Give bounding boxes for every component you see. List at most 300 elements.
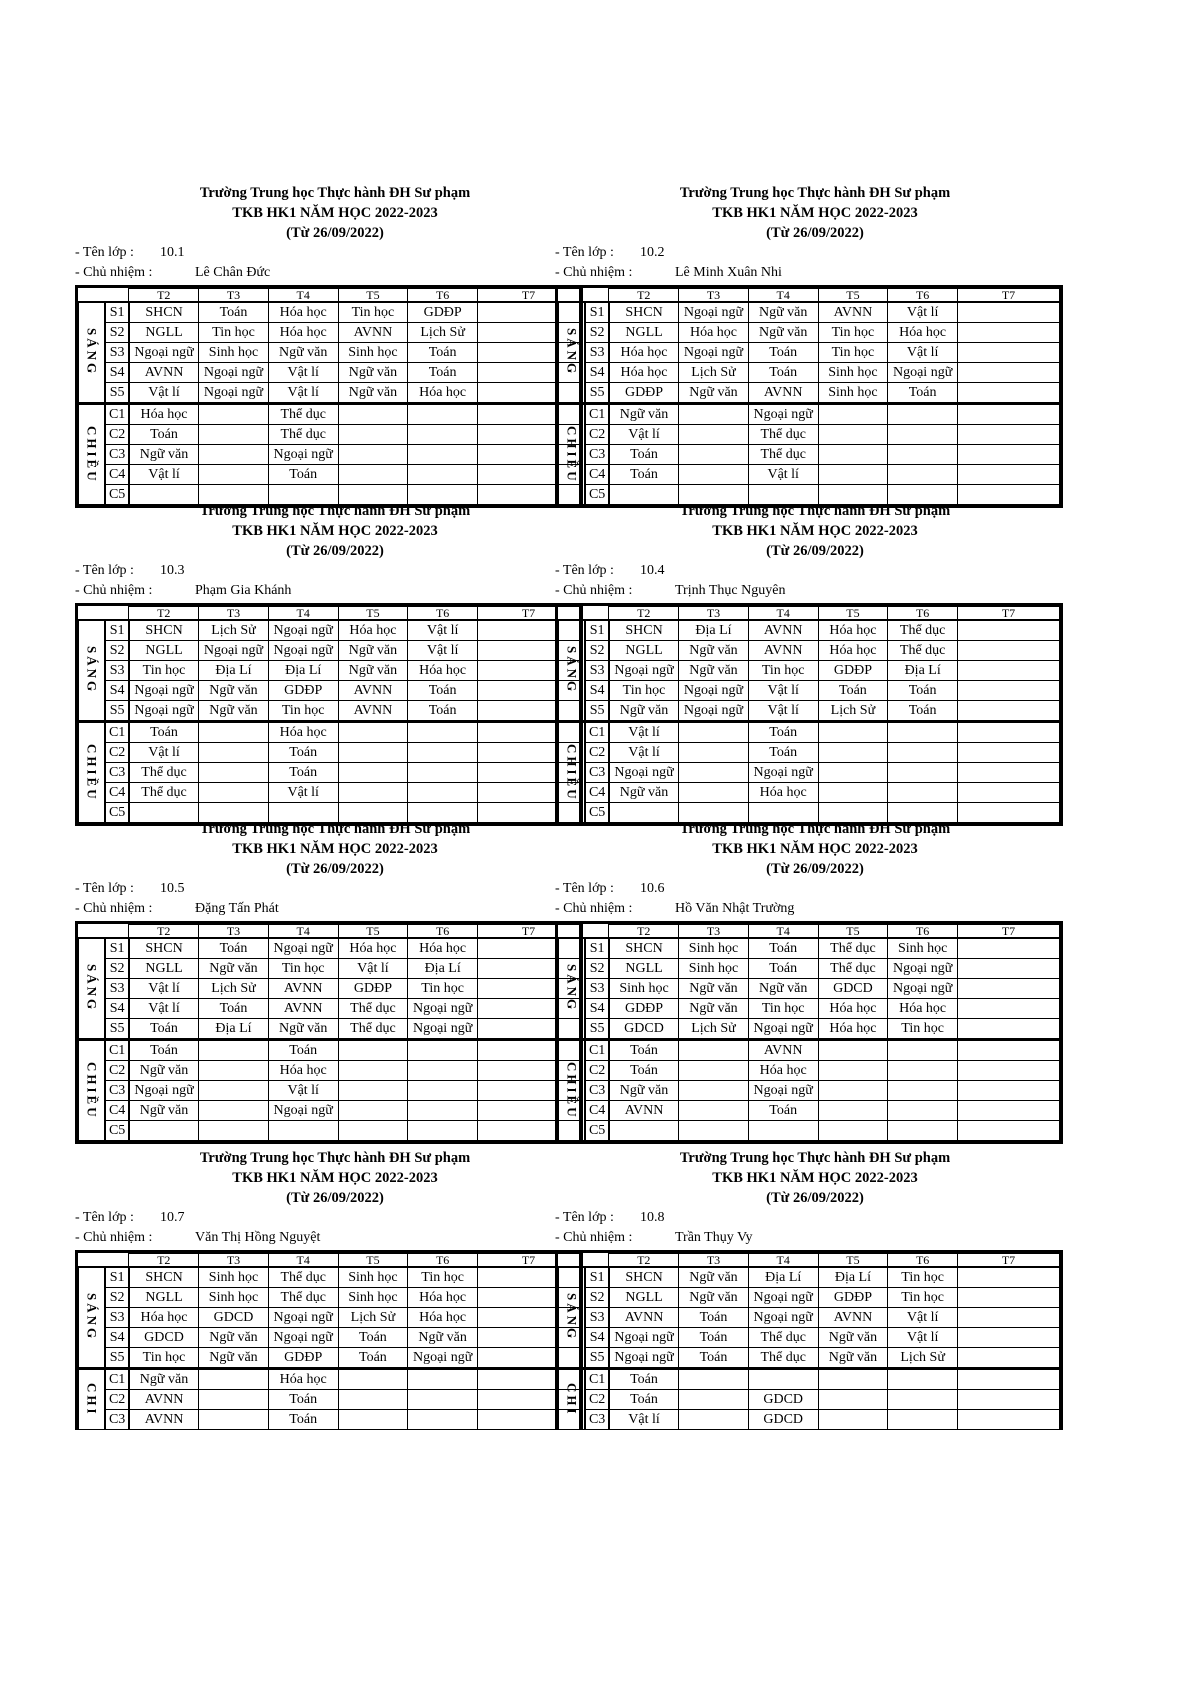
subject-cell: Ngoại ngữ: [748, 1081, 818, 1101]
class-name-label: - Tên lớp :: [75, 245, 134, 260]
subject-cell: Hóa học: [338, 938, 408, 959]
subject-cell: Toán: [408, 701, 478, 722]
subject-cell: [679, 425, 749, 445]
header-title: TKB HK1 NĂM HỌC 2022-2023: [712, 1170, 918, 1186]
period-c5: C5: [105, 803, 129, 823]
day-header-row: [559, 607, 1060, 621]
subject-cell: Ngữ văn: [338, 383, 408, 404]
subject-cell: Toán: [199, 999, 269, 1019]
header-date: (Từ 26/09/2022): [766, 225, 864, 241]
homeroom-teacher-value: Hồ Văn Nhật Trường: [675, 901, 795, 916]
subject-cell: AVNN: [268, 999, 338, 1019]
subject-cell: AVNN: [338, 323, 408, 343]
morning-row: [79, 383, 580, 404]
subject-cell: AVNN: [129, 1410, 199, 1430]
subject-cell: Ngữ văn: [199, 681, 269, 701]
subject-cell: [679, 1081, 749, 1101]
subject-cell: Vật lí: [268, 383, 338, 404]
subject-cell: GDCD: [129, 1328, 199, 1348]
header-school: Trường Trung học Thực hành ĐH Sư phạm: [199, 1150, 471, 1166]
subject-cell: Hóa học: [609, 363, 679, 383]
subject-cell: Ngoại ngữ: [679, 343, 749, 363]
class-timetable-10-5: [75, 819, 583, 1144]
morning-row: [79, 661, 580, 681]
subject-cell: Lịch Sử: [408, 323, 478, 343]
day-header-t3: T3: [199, 289, 269, 303]
period-s4: S4: [585, 1328, 609, 1348]
subject-cell: SHCN: [129, 302, 199, 323]
subject-cell: SHCN: [609, 302, 679, 323]
morning-row: [79, 641, 580, 661]
subject-cell: Hóa học: [818, 999, 888, 1019]
subject-cell: [958, 1390, 1060, 1410]
homeroom-teacher-value: Đặng Tấn Phát: [195, 901, 279, 916]
subject-cell: Thể dục: [818, 938, 888, 959]
subject-cell: Ngoại ngữ: [129, 343, 199, 363]
day-header-t6: T6: [888, 289, 958, 303]
subject-cell: Vật lí: [129, 743, 199, 763]
homeroom-teacher-value: Trịnh Thục Nguyên: [675, 583, 786, 598]
subject-cell: Ngữ văn: [338, 363, 408, 383]
morning-row: [559, 363, 1060, 383]
morning-row: [559, 343, 1060, 363]
subject-cell: Ngoại ngữ: [679, 701, 749, 722]
subject-cell: [338, 1101, 408, 1121]
subject-cell: Ngữ văn: [268, 1019, 338, 1040]
homeroom-teacher-label: - Chủ nhiệm :: [75, 901, 153, 916]
subject-cell: [888, 722, 958, 743]
subject-cell: Ngữ văn: [679, 979, 749, 999]
subject-cell: Ngoại ngữ: [609, 763, 679, 783]
subject-cell: AVNN: [129, 363, 199, 383]
afternoon-row: [79, 783, 580, 803]
subject-cell: Ngoại ngữ: [199, 383, 269, 404]
subject-cell: Lịch Sử: [338, 1308, 408, 1328]
day-header-t2: T2: [609, 1254, 679, 1268]
afternoon-row: [559, 722, 1060, 743]
period-c3: C3: [585, 445, 609, 465]
afternoon-row: [559, 465, 1060, 485]
subject-cell: [408, 445, 478, 465]
subject-cell: [958, 383, 1060, 404]
day-header-t2: T2: [609, 925, 679, 939]
subject-cell: [338, 404, 408, 425]
subject-cell: [958, 425, 1060, 445]
day-header-t5: T5: [818, 1254, 888, 1268]
corner-cell: [559, 289, 609, 303]
subject-cell: [199, 722, 269, 743]
day-header-t4: T4: [748, 289, 818, 303]
subject-cell: AVNN: [609, 1308, 679, 1328]
subject-cell: Ngoại ngữ: [888, 959, 958, 979]
subject-cell: [199, 1101, 269, 1121]
subject-cell: [408, 1061, 478, 1081]
subject-cell: SHCN: [129, 1267, 199, 1288]
schedule-table: [558, 288, 1060, 505]
subject-cell: Hóa học: [818, 1019, 888, 1040]
subject-cell: [958, 302, 1060, 323]
subject-cell: GDĐP: [609, 383, 679, 404]
subject-cell: [338, 1410, 408, 1430]
afternoon-row: [559, 783, 1060, 803]
period-s3: S3: [585, 979, 609, 999]
class-name-row: [75, 879, 583, 899]
subject-cell: Vật lí: [408, 620, 478, 641]
homeroom-teacher-value: Lê Minh Xuân Nhi: [675, 265, 782, 280]
class-name-label: - Tên lớp :: [75, 881, 134, 896]
period-c5: C5: [585, 803, 609, 823]
period-s3: S3: [585, 661, 609, 681]
subject-cell: [958, 1288, 1060, 1308]
afternoon-session-label: CHIỀU: [559, 1040, 586, 1141]
subject-cell: Sinh học: [888, 938, 958, 959]
subject-cell: Tin học: [748, 661, 818, 681]
period-s2: S2: [105, 1288, 129, 1308]
period-s3: S3: [105, 343, 129, 363]
subject-cell: Thể dục: [748, 1348, 818, 1369]
class-name-row: [555, 1208, 1063, 1228]
subject-cell: [679, 743, 749, 763]
subject-cell: Sinh học: [679, 938, 749, 959]
afternoon-row: [79, 1040, 580, 1061]
class-name-value: 10.8: [640, 1210, 665, 1225]
subject-cell: Địa Lí: [199, 661, 269, 681]
subject-cell: Toán: [679, 1308, 749, 1328]
subject-cell: Ngoại ngữ: [748, 404, 818, 425]
class-name-value: 10.4: [640, 563, 665, 578]
morning-row: [79, 938, 580, 959]
subject-cell: [818, 743, 888, 763]
subject-cell: Sinh học: [199, 1288, 269, 1308]
period-c4: C4: [585, 783, 609, 803]
subject-cell: Thể dục: [888, 641, 958, 661]
day-header-t6: T6: [408, 607, 478, 621]
homeroom-teacher-row: [555, 899, 1063, 919]
header-date: (Từ 26/09/2022): [286, 225, 384, 241]
subject-cell: Toán: [748, 743, 818, 763]
subject-cell: [408, 1121, 478, 1141]
header-title: TKB HK1 NĂM HỌC 2022-2023: [712, 841, 918, 857]
subject-cell: Vật lí: [609, 722, 679, 743]
period-s4: S4: [585, 363, 609, 383]
class-name-label: - Tên lớp :: [555, 881, 614, 896]
subject-cell: [679, 722, 749, 743]
subject-cell: Toán: [609, 1061, 679, 1081]
subject-cell: [818, 1410, 888, 1430]
period-c3: C3: [105, 445, 129, 465]
day-header-t6: T6: [888, 925, 958, 939]
subject-cell: GDCD: [609, 1019, 679, 1040]
morning-session-label: SÁNG: [559, 938, 586, 1040]
subject-cell: [818, 1081, 888, 1101]
morning-session-label: SÁNG: [559, 620, 586, 722]
header-date: (Từ 26/09/2022): [766, 543, 864, 559]
subject-cell: Ngoại ngữ: [199, 641, 269, 661]
afternoon-session-label: CHIỀU: [79, 404, 106, 505]
homeroom-teacher-label: - Chủ nhiệm :: [555, 901, 633, 916]
morning-row: [79, 1019, 580, 1040]
subject-cell: Ngữ văn: [609, 783, 679, 803]
subject-cell: [338, 1061, 408, 1081]
subject-cell: [958, 999, 1060, 1019]
subject-cell: Lịch Sử: [679, 1019, 749, 1040]
header-title: TKB HK1 NĂM HỌC 2022-2023: [232, 205, 438, 221]
subject-cell: Toán: [888, 701, 958, 722]
subject-cell: [888, 743, 958, 763]
subject-cell: Ngoại ngữ: [408, 1348, 478, 1369]
schedule-table: [558, 606, 1060, 823]
subject-cell: Hóa học: [408, 1288, 478, 1308]
period-c4: C4: [105, 1101, 129, 1121]
subject-cell: Ngoại ngữ: [888, 363, 958, 383]
subject-cell: [408, 743, 478, 763]
period-c1: C1: [105, 1040, 129, 1061]
period-s4: S4: [105, 1328, 129, 1348]
subject-cell: [888, 1061, 958, 1081]
period-c5: C5: [105, 485, 129, 505]
period-s5: S5: [585, 701, 609, 722]
subject-cell: Ngoại ngữ: [888, 979, 958, 999]
subject-cell: NGLL: [129, 323, 199, 343]
subject-cell: Toán: [199, 302, 269, 323]
subject-cell: Ngữ văn: [609, 404, 679, 425]
subject-cell: [679, 1369, 749, 1390]
subject-cell: Hóa học: [268, 302, 338, 323]
subject-cell: Ngoại ngữ: [609, 1348, 679, 1369]
subject-cell: GDĐP: [268, 1348, 338, 1369]
afternoon-row: [79, 1410, 580, 1430]
subject-cell: Toán: [338, 1328, 408, 1348]
subject-cell: Ngữ văn: [748, 323, 818, 343]
subject-cell: Toán: [129, 1040, 199, 1061]
day-header-t6: T6: [888, 1254, 958, 1268]
homeroom-teacher-row: [555, 1228, 1063, 1248]
subject-cell: Thể dục: [268, 425, 338, 445]
schedule-grid: [555, 285, 1063, 508]
header-date: (Từ 26/09/2022): [766, 861, 864, 877]
subject-cell: Ngữ văn: [408, 1328, 478, 1348]
class-name-label: - Tên lớp :: [555, 563, 614, 578]
subject-cell: Vật lí: [129, 383, 199, 404]
corner-cell: [79, 925, 129, 939]
subject-cell: Tin học: [408, 979, 478, 999]
homeroom-teacher-row: [75, 1228, 583, 1248]
subject-cell: [408, 1081, 478, 1101]
subject-cell: [338, 743, 408, 763]
subject-cell: Ngữ văn: [609, 1081, 679, 1101]
morning-row: [559, 302, 1060, 323]
subject-cell: [679, 783, 749, 803]
morning-row: [559, 383, 1060, 404]
morning-row: [559, 938, 1060, 959]
subject-cell: Vật lí: [888, 1328, 958, 1348]
homeroom-teacher-value: Trần Thụy Vy: [675, 1230, 753, 1245]
subject-cell: [958, 1308, 1060, 1328]
afternoon-row: [79, 445, 580, 465]
morning-session-label: SÁNG: [79, 1267, 106, 1369]
subject-cell: Ngoại ngữ: [129, 1081, 199, 1101]
subject-cell: [818, 1040, 888, 1061]
subject-cell: [199, 465, 269, 485]
subject-cell: Vật lí: [268, 783, 338, 803]
subject-cell: Ngữ văn: [748, 302, 818, 323]
subject-cell: [958, 661, 1060, 681]
subject-cell: [888, 425, 958, 445]
subject-cell: Toán: [268, 1410, 338, 1430]
subject-cell: [888, 1369, 958, 1390]
subject-cell: Toán: [268, 763, 338, 783]
subject-cell: AVNN: [129, 1390, 199, 1410]
subject-cell: [199, 404, 269, 425]
subject-cell: Toán: [609, 1040, 679, 1061]
period-s5: S5: [105, 1348, 129, 1369]
day-header-t4: T4: [748, 925, 818, 939]
corner-cell: [79, 607, 129, 621]
subject-cell: Toán: [408, 363, 478, 383]
subject-cell: Ngoại ngữ: [268, 938, 338, 959]
class-name-value: 10.2: [640, 245, 665, 260]
subject-cell: Hóa học: [609, 343, 679, 363]
afternoon-row: [79, 1081, 580, 1101]
homeroom-teacher-row: [555, 581, 1063, 601]
corner-cell: [559, 925, 609, 939]
day-header-t2: T2: [129, 289, 199, 303]
subject-cell: Toán: [129, 722, 199, 743]
subject-cell: Vật lí: [748, 681, 818, 701]
homeroom-teacher-row: [75, 899, 583, 919]
subject-cell: [679, 1040, 749, 1061]
subject-cell: Thể dục: [338, 1019, 408, 1040]
subject-cell: [818, 404, 888, 425]
schedule-grid: [555, 603, 1063, 826]
subject-cell: Hóa học: [408, 661, 478, 681]
subject-cell: [338, 465, 408, 485]
period-s1: S1: [585, 620, 609, 641]
subject-cell: [679, 404, 749, 425]
header-date: (Từ 26/09/2022): [286, 1190, 384, 1206]
subject-cell: [338, 722, 408, 743]
homeroom-teacher-label: - Chủ nhiệm :: [75, 583, 153, 598]
schedule-table: [558, 924, 1060, 1141]
header-school: Trường Trung học Thực hành ĐH Sư phạm: [679, 185, 951, 201]
day-header-t7: T7: [958, 607, 1060, 621]
day-header-t3: T3: [679, 1254, 749, 1268]
afternoon-session-label: CHIỀU: [79, 1040, 106, 1141]
subject-cell: [958, 1101, 1060, 1121]
homeroom-teacher-value: Phạm Gia Khánh: [195, 583, 292, 598]
subject-cell: [958, 722, 1060, 743]
subject-cell: [888, 1101, 958, 1121]
afternoon-row: [79, 465, 580, 485]
subject-cell: Sinh học: [338, 1267, 408, 1288]
subject-cell: [888, 1410, 958, 1430]
subject-cell: Vật lí: [888, 343, 958, 363]
subject-cell: Tin học: [199, 323, 269, 343]
class-name-value: 10.5: [160, 881, 185, 896]
afternoon-row: [79, 1061, 580, 1081]
subject-cell: Ngữ văn: [268, 343, 338, 363]
schedule-grid: [555, 1250, 1063, 1430]
subject-cell: [958, 1121, 1060, 1141]
subject-cell: [958, 445, 1060, 465]
subject-cell: [888, 1390, 958, 1410]
day-header-row: [79, 1254, 580, 1268]
period-c4: C4: [585, 1101, 609, 1121]
afternoon-row: [79, 1369, 580, 1390]
subject-cell: AVNN: [268, 979, 338, 999]
period-s1: S1: [585, 938, 609, 959]
subject-cell: [199, 1040, 269, 1061]
class-name-label: - Tên lớp :: [75, 1210, 134, 1225]
schedule-grid: [75, 921, 583, 1144]
period-s5: S5: [585, 1019, 609, 1040]
subject-cell: [958, 938, 1060, 959]
subject-cell: Vật lí: [338, 959, 408, 979]
subject-cell: Địa Lí: [268, 661, 338, 681]
afternoon-session-label: CHIỀU: [559, 404, 586, 505]
subject-cell: Toán: [748, 722, 818, 743]
period-s2: S2: [105, 641, 129, 661]
subject-cell: NGLL: [609, 323, 679, 343]
schedule-table: [558, 1253, 1060, 1430]
subject-cell: [199, 1390, 269, 1410]
subject-cell: [408, 1369, 478, 1390]
afternoon-session-label: CHIỀU: [559, 722, 586, 823]
subject-cell: Hóa học: [748, 1061, 818, 1081]
day-header-t3: T3: [679, 289, 749, 303]
period-s2: S2: [585, 641, 609, 661]
subject-cell: [199, 425, 269, 445]
period-c1: C1: [105, 1369, 129, 1390]
class-timetable-10-7: [75, 1148, 583, 1430]
period-c1: C1: [585, 1040, 609, 1061]
subject-cell: Hóa học: [888, 323, 958, 343]
period-s2: S2: [105, 323, 129, 343]
subject-cell: Ngoại ngữ: [268, 641, 338, 661]
morning-session-label: SÁNG: [559, 1267, 586, 1369]
period-c1: C1: [585, 1369, 609, 1390]
subject-cell: [958, 1040, 1060, 1061]
subject-cell: Hóa học: [268, 722, 338, 743]
schedule-table: [78, 1253, 580, 1430]
subject-cell: [958, 620, 1060, 641]
subject-cell: [818, 722, 888, 743]
subject-cell: Sinh học: [199, 343, 269, 363]
class-name-row: [555, 561, 1063, 581]
subject-cell: [818, 783, 888, 803]
period-c1: C1: [105, 404, 129, 425]
subject-cell: [958, 959, 1060, 979]
header-title: TKB HK1 NĂM HỌC 2022-2023: [712, 523, 918, 539]
day-header-t3: T3: [679, 607, 749, 621]
subject-cell: [268, 1121, 338, 1141]
day-header-t5: T5: [818, 925, 888, 939]
class-name-value: 10.7: [160, 1210, 185, 1225]
subject-cell: Sinh học: [679, 959, 749, 979]
schedule-table: [78, 924, 580, 1141]
morning-row: [79, 959, 580, 979]
period-s3: S3: [105, 1308, 129, 1328]
subject-cell: Ngữ văn: [818, 1348, 888, 1369]
subject-cell: AVNN: [338, 701, 408, 722]
subject-cell: Toán: [679, 1348, 749, 1369]
subject-cell: Hóa học: [748, 783, 818, 803]
period-c5: C5: [105, 1121, 129, 1141]
subject-cell: [679, 763, 749, 783]
subject-cell: SHCN: [129, 938, 199, 959]
period-s2: S2: [585, 959, 609, 979]
subject-cell: [129, 1121, 199, 1141]
